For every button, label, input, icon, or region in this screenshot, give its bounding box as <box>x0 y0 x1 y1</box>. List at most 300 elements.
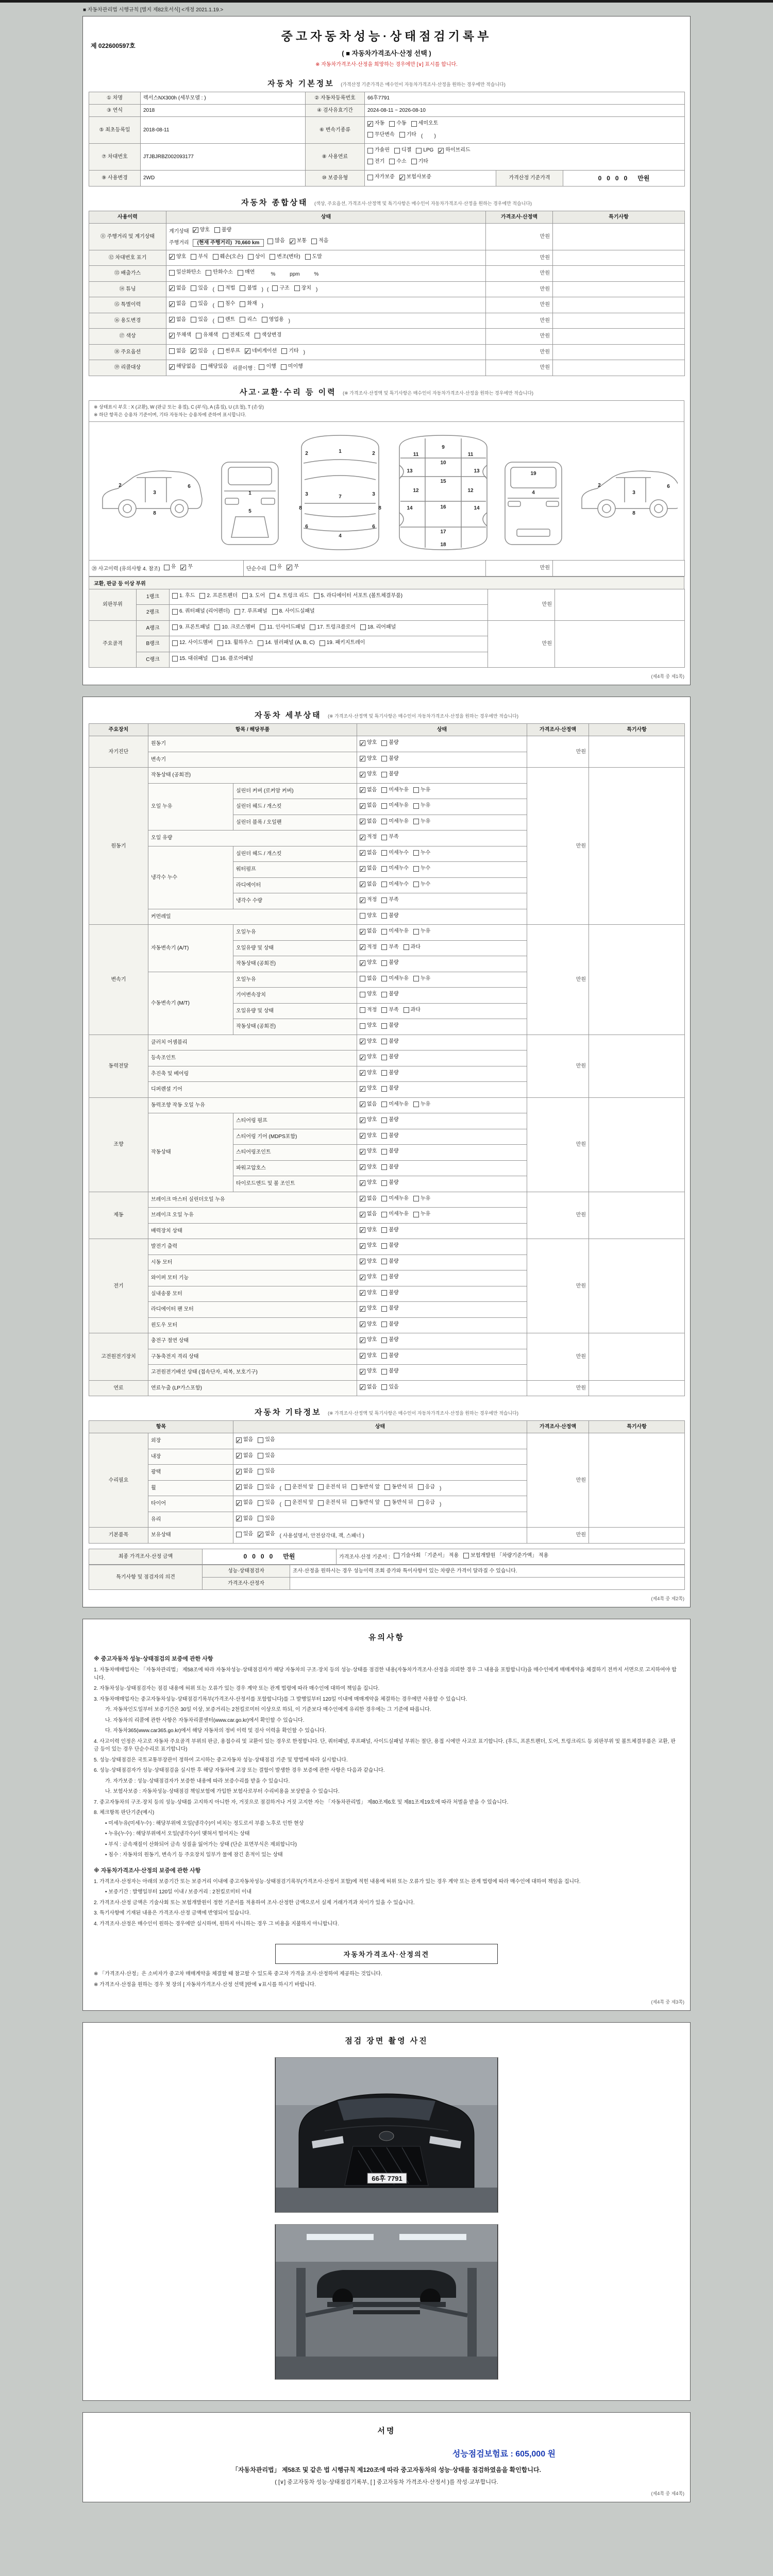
checkbox-option[interactable] <box>199 591 237 601</box>
checkbox-option[interactable] <box>381 1178 398 1188</box>
checkbox-option[interactable] <box>191 315 208 325</box>
checkbox-option[interactable] <box>381 1163 398 1172</box>
checkbox-option[interactable] <box>413 927 430 936</box>
option-label: 불량 <box>389 991 399 997</box>
checkbox-option[interactable] <box>267 236 284 246</box>
checkbox-option[interactable] <box>381 1351 398 1361</box>
notice-paragraph: 2. 자동차성능·상태점검자는 점검 내용에 허위 또는 오류가 있는 경우 계약 또는 관계 법령에 따라 매수인에 대하여 책임을 집니다. <box>94 1686 380 1692</box>
checkbox-option[interactable] <box>381 1241 398 1250</box>
checked-checkbox-icon <box>169 333 175 338</box>
checkbox-option[interactable] <box>191 252 208 262</box>
option-label: 양호 <box>367 1054 377 1060</box>
checkbox-option[interactable] <box>172 591 195 601</box>
option-label: 미세누수 <box>389 866 409 872</box>
checkbox-option[interactable] <box>270 591 309 601</box>
checkbox-option[interactable] <box>270 563 282 572</box>
checkbox-option[interactable] <box>236 1451 253 1461</box>
checkbox-option[interactable] <box>236 1483 253 1492</box>
checkbox-icon <box>418 1484 424 1490</box>
option-cell <box>170 605 488 621</box>
checkbox-option[interactable] <box>318 1498 346 1507</box>
checkbox-option[interactable] <box>360 1304 377 1313</box>
checkbox-option[interactable] <box>218 315 235 325</box>
checkbox-option[interactable] <box>191 299 208 309</box>
checkbox-option[interactable] <box>381 880 409 889</box>
option-label: 불량 <box>389 1070 399 1076</box>
option-cell <box>357 831 527 846</box>
checkbox-option[interactable] <box>381 895 398 905</box>
checkbox-option[interactable] <box>367 146 390 155</box>
checkbox-option[interactable] <box>172 638 213 648</box>
notice-paragraph: 나. 자동차의 리콜에 관한 사항은 자동차리콜센터(www.car.go.kr)에서 확인할 수 있습니다. <box>105 1717 305 1723</box>
checkbox-option[interactable] <box>381 1084 398 1093</box>
checkbox-option[interactable] <box>399 173 431 182</box>
panel-rank-table-grid <box>89 589 685 668</box>
option-cell <box>357 1192 527 1208</box>
checkbox-option[interactable] <box>234 607 267 616</box>
option-cell <box>357 1380 527 1396</box>
checkbox-option[interactable] <box>218 347 240 356</box>
checkbox-option[interactable] <box>381 1021 398 1030</box>
checkbox-option[interactable] <box>404 943 421 952</box>
checkbox-option[interactable] <box>172 623 210 632</box>
checkbox-option[interactable] <box>394 1551 459 1561</box>
checkbox-option[interactable] <box>258 1530 275 1539</box>
checkbox-option[interactable] <box>258 1514 275 1523</box>
checkbox-option[interactable] <box>360 974 377 984</box>
checkbox-option[interactable] <box>213 252 243 262</box>
option-label: 있음 <box>389 1384 399 1390</box>
checkbox-icon <box>172 624 178 630</box>
text-cell: 스티어링 펌프 <box>233 1113 357 1129</box>
notice-paragraph: 7. 중고자동차의 구조·장치 등의 성능·상태를 고지하지 아니한 자, 거짓으로 점검하거나 거짓 고지한 자는 「자동차관리법」 제80조제6호 및 제81조제19호에 따라 처벌을 받을 수 있습니다. <box>94 1799 509 1805</box>
checkbox-option[interactable] <box>240 284 257 293</box>
checkbox-option[interactable] <box>258 1435 275 1445</box>
checkbox-option[interactable] <box>285 1483 313 1492</box>
checked-checkbox-icon <box>169 301 175 307</box>
checkbox-option[interactable] <box>360 786 377 795</box>
checkbox-option[interactable] <box>290 236 307 246</box>
checkbox-option[interactable] <box>381 1037 398 1046</box>
checked-checkbox-icon <box>360 1290 365 1296</box>
checkbox-option[interactable] <box>381 1100 409 1109</box>
checkbox-option[interactable] <box>164 563 176 572</box>
option-label: 양호 <box>367 1086 377 1092</box>
checkbox-icon <box>223 333 228 338</box>
checkbox-option[interactable] <box>381 927 409 936</box>
table-row <box>89 92 685 105</box>
checkbox-option[interactable] <box>413 786 430 795</box>
option-label: 불량 <box>389 1290 399 1296</box>
checkbox-icon <box>381 803 387 809</box>
panel-number: 14 <box>474 505 480 512</box>
checkbox-option[interactable] <box>381 817 409 826</box>
checkbox-option[interactable] <box>381 1367 398 1376</box>
checkbox-option[interactable] <box>367 130 395 140</box>
checkbox-option[interactable] <box>196 331 218 340</box>
checkbox-option[interactable] <box>238 268 255 277</box>
checkbox-option[interactable] <box>294 284 311 293</box>
checkbox-option[interactable] <box>272 607 315 616</box>
checkbox-option[interactable] <box>169 331 191 340</box>
checkbox-option[interactable] <box>381 1320 398 1329</box>
checkbox-option[interactable] <box>360 1084 377 1093</box>
option-cell <box>357 1019 527 1035</box>
checkbox-option[interactable] <box>320 638 365 648</box>
option-label: 불량 <box>389 1243 399 1249</box>
checkbox-option[interactable] <box>242 591 265 601</box>
checkbox-option[interactable] <box>258 1498 275 1507</box>
checkbox-option[interactable] <box>384 1498 413 1507</box>
option-label: 누유 <box>420 803 431 809</box>
text-cell: 작동상태 (공회전) <box>233 956 357 972</box>
option-label: 해당있음 <box>208 364 228 369</box>
checkbox-option[interactable] <box>381 1131 398 1141</box>
checkbox-option[interactable] <box>411 119 439 128</box>
checkbox-option[interactable] <box>212 654 253 664</box>
checkbox-option[interactable] <box>169 315 186 325</box>
option-text: ) <box>261 287 263 293</box>
option-cell <box>357 956 527 972</box>
checkbox-option[interactable] <box>214 226 231 235</box>
option-label: 없음 <box>367 803 377 809</box>
checkbox-option[interactable] <box>214 623 255 632</box>
text-cell: 브레이크 마스터 실린더오일 누유 <box>148 1192 357 1208</box>
checkbox-option[interactable] <box>281 362 303 371</box>
checkbox-option[interactable] <box>287 563 299 572</box>
notice-paragraph: 3. 자동차매매업자는 중고자동차성능·상태점검기록부(가격조사·산정서를 포함합니다)를 그 발행일부터 120일 이내에 매매계약을 체결하는 경우에만 사용할 수 있습니다. <box>94 1696 467 1702</box>
checkbox-icon <box>381 1275 387 1280</box>
checkbox-option[interactable] <box>360 1335 377 1345</box>
checkbox-option[interactable] <box>381 1257 398 1266</box>
checkbox-option[interactable] <box>381 1115 398 1125</box>
checkbox-option[interactable] <box>360 849 377 858</box>
checkbox-option[interactable] <box>240 299 257 309</box>
checkbox-option[interactable] <box>236 1514 253 1523</box>
checkbox-icon <box>191 317 196 323</box>
option-label: 없음 <box>367 928 377 935</box>
checkbox-option[interactable] <box>360 1226 377 1235</box>
checkbox-option[interactable] <box>318 1483 346 1492</box>
value-box: (현재 주행거리) 70,660 km <box>193 239 264 247</box>
text-cell: 만원 <box>486 250 553 266</box>
checkbox-option[interactable] <box>367 119 384 128</box>
checkbox-option[interactable] <box>360 1006 377 1015</box>
checkbox-option[interactable] <box>193 226 210 235</box>
checkbox-option[interactable] <box>191 347 208 356</box>
option-cell <box>166 313 486 329</box>
option-label: 수소 <box>396 158 407 164</box>
checkbox-option[interactable] <box>217 638 253 648</box>
checkbox-option[interactable] <box>236 1467 253 1476</box>
checkbox-option[interactable] <box>413 1210 430 1219</box>
checkbox-icon <box>199 593 205 599</box>
checked-checkbox-icon <box>236 1453 242 1459</box>
text-cell: 특기사항 및 점검자의 의견 <box>89 1565 203 1590</box>
checkbox-option[interactable] <box>413 1100 430 1109</box>
option-label: 이행 <box>266 364 276 369</box>
panel-number: 6 <box>667 484 670 490</box>
checkbox-option[interactable] <box>270 252 300 262</box>
checkbox-option[interactable] <box>258 1467 275 1476</box>
text-cell <box>553 360 685 376</box>
checkbox-option[interactable] <box>360 1037 377 1046</box>
checkbox-option[interactable] <box>360 1147 377 1156</box>
checkbox-option[interactable] <box>169 362 196 371</box>
checked-checkbox-icon <box>438 148 444 154</box>
checkbox-option[interactable] <box>416 146 433 155</box>
opinion-note: ※ 「가격조사·산정」은 소비자가 중고차 매매계약을 체결할 때 참고할 수 있도록 중고차 가격을 조사·산정하여 제공하는 것입니다. <box>94 1971 382 1977</box>
checkbox-option[interactable] <box>418 1483 435 1492</box>
checkbox-option[interactable] <box>413 880 430 889</box>
checkbox-option[interactable] <box>360 770 377 779</box>
checkbox-option[interactable] <box>381 1383 398 1392</box>
checked-checkbox-icon <box>360 1259 365 1264</box>
checkbox-option[interactable] <box>413 864 430 873</box>
checkbox-option[interactable] <box>360 1289 377 1298</box>
option-label: 불량 <box>389 1306 399 1312</box>
checkbox-option[interactable] <box>360 1210 377 1219</box>
checkbox-option[interactable] <box>367 157 384 166</box>
checkbox-option[interactable] <box>360 1115 377 1125</box>
checkbox-option[interactable] <box>381 1289 398 1298</box>
checkbox-option[interactable] <box>360 1194 377 1204</box>
option-label: 장치 <box>301 285 311 291</box>
text-cell <box>589 1035 685 1097</box>
checkbox-option[interactable] <box>360 1053 377 1062</box>
checkbox-option[interactable] <box>169 347 186 356</box>
checkbox-option[interactable] <box>310 623 356 632</box>
checkbox-option[interactable] <box>360 738 377 748</box>
checkbox-option[interactable] <box>180 563 193 572</box>
checkbox-option[interactable] <box>360 817 377 826</box>
checkbox-option[interactable] <box>172 607 230 616</box>
checkbox-option[interactable] <box>381 786 409 795</box>
checkbox-option[interactable] <box>206 268 233 277</box>
checkbox-option[interactable] <box>262 315 284 325</box>
checkbox-option[interactable] <box>258 1451 275 1461</box>
checkbox-option[interactable] <box>381 738 398 748</box>
text-cell <box>553 329 685 345</box>
checkbox-option[interactable] <box>367 173 395 182</box>
checkbox-option[interactable] <box>360 1178 377 1188</box>
checkbox-option[interactable] <box>236 1435 253 1445</box>
checkbox-icon <box>267 239 273 244</box>
checkbox-option[interactable] <box>360 1100 377 1109</box>
option-line <box>169 268 483 279</box>
text-cell: ⑮ 특별이력 <box>89 297 166 313</box>
option-label: 16. 플로어패널 <box>220 655 254 662</box>
checkbox-option[interactable] <box>418 1498 435 1507</box>
option-cell <box>365 144 685 171</box>
checkbox-option[interactable] <box>381 958 398 968</box>
checkbox-option[interactable] <box>360 833 377 842</box>
checkbox-option[interactable] <box>240 315 257 325</box>
checkbox-option[interactable] <box>305 252 322 262</box>
checkbox-option[interactable] <box>381 1210 409 1219</box>
checkbox-option[interactable] <box>381 1069 398 1078</box>
checkbox-option[interactable] <box>399 130 416 140</box>
checkbox-option[interactable] <box>169 284 186 293</box>
checkbox-option[interactable] <box>360 1241 377 1250</box>
checkbox-option[interactable] <box>236 1530 253 1539</box>
checkbox-option[interactable] <box>381 1053 398 1062</box>
checkbox-option[interactable] <box>360 1351 377 1361</box>
panel-number: 6 <box>372 524 375 530</box>
checkbox-option[interactable] <box>438 146 470 155</box>
checkbox-icon <box>281 348 287 354</box>
checkbox-option[interactable] <box>258 638 314 648</box>
checkbox-option[interactable] <box>255 331 282 340</box>
option-label: 불량 <box>389 1132 399 1139</box>
option-label: 없음 <box>243 1437 254 1443</box>
checkbox-option[interactable] <box>360 943 377 952</box>
checkbox-option[interactable] <box>360 1257 377 1266</box>
checkbox-option[interactable] <box>360 864 377 873</box>
table-row <box>89 1192 685 1208</box>
checkbox-option[interactable] <box>218 284 235 293</box>
checkbox-option[interactable] <box>248 252 265 262</box>
option-text: ) <box>440 1501 442 1507</box>
checkbox-option[interactable] <box>360 1273 377 1282</box>
checkbox-option[interactable] <box>169 268 201 277</box>
checkbox-icon <box>381 835 387 840</box>
checkbox-option[interactable] <box>360 1163 377 1172</box>
option-label: 12. 사이드멤버 <box>179 640 213 646</box>
checkbox-option[interactable] <box>381 974 409 984</box>
checkbox-option[interactable] <box>360 911 377 921</box>
checkbox-option[interactable] <box>413 974 430 984</box>
checkbox-option[interactable] <box>311 236 328 246</box>
option-line <box>360 1241 524 1252</box>
text-cell: ⑨ 사용변경 <box>89 171 141 187</box>
checkbox-option[interactable] <box>281 347 298 356</box>
option-label: 부족 <box>389 897 399 903</box>
option-label: 있음 <box>265 1437 275 1443</box>
checkbox-option[interactable] <box>360 880 377 889</box>
checkbox-option[interactable] <box>360 1383 377 1392</box>
checkbox-option[interactable] <box>314 591 403 601</box>
checkbox-option[interactable] <box>360 1069 377 1078</box>
text-cell: 조사·산정을 원하시는 경우 성능이력 조회 증가와 특이사항이 있는 차량은 가격이 달라질 수 있습니다. <box>290 1565 685 1578</box>
checkbox-icon <box>258 1469 263 1475</box>
checkbox-option[interactable] <box>191 284 208 293</box>
checkbox-option[interactable] <box>259 362 276 371</box>
checkbox-option[interactable] <box>245 347 277 356</box>
checkbox-option[interactable] <box>360 1131 377 1141</box>
option-text: 가격조사·산정 기준서 : <box>339 1554 390 1561</box>
text-cell: 만원 <box>527 736 589 768</box>
checkbox-option[interactable] <box>201 362 228 371</box>
price-appraisal-select-option[interactable]: ( ■ 자동차가격조사·산정 선택 ) <box>342 49 431 57</box>
document-title: 중고자동차성능·상태점검기록부 <box>281 29 492 43</box>
checkbox-option[interactable] <box>285 1498 313 1507</box>
checkbox-icon <box>381 787 387 793</box>
checkbox-option[interactable] <box>463 1551 548 1561</box>
checkbox-option[interactable] <box>351 1483 380 1492</box>
checkbox-option[interactable] <box>381 1147 398 1156</box>
checked-checkbox-icon <box>360 1243 365 1249</box>
checkbox-option[interactable] <box>360 801 377 810</box>
text-cell: 연료누출 (LP가스포함) <box>148 1380 357 1396</box>
basic-info-note: (가격산정 기준가격은 매수인이 자동차가격조사·산정을 원하는 경우에만 적습니다) <box>341 82 506 87</box>
option-label: 누유 <box>420 787 431 793</box>
option-text: ) <box>440 1486 442 1492</box>
checkbox-option[interactable] <box>360 754 377 764</box>
checkbox-option[interactable] <box>169 299 186 309</box>
checkbox-option[interactable] <box>394 146 411 155</box>
text-cell: 내장 <box>148 1449 233 1465</box>
checkbox-option[interactable] <box>258 1483 275 1492</box>
checkbox-option[interactable] <box>381 770 398 779</box>
checkbox-option[interactable] <box>381 1226 398 1235</box>
option-label: 있음 <box>265 1468 275 1475</box>
panel-number: 2 <box>372 451 375 457</box>
checkbox-option[interactable] <box>360 895 377 905</box>
checkbox-option[interactable] <box>381 864 409 873</box>
checkbox-option[interactable] <box>272 284 289 293</box>
checkbox-option[interactable] <box>389 119 406 128</box>
option-cell <box>337 1549 685 1565</box>
checkbox-option[interactable] <box>260 623 305 632</box>
checkbox-option[interactable] <box>381 1194 409 1204</box>
checkbox-option[interactable] <box>384 1483 413 1492</box>
checkbox-option[interactable] <box>223 331 250 340</box>
checkbox-icon <box>381 1180 387 1186</box>
checkbox-option[interactable] <box>381 1006 398 1015</box>
checkbox-option[interactable] <box>413 849 430 858</box>
checkbox-option[interactable] <box>381 943 398 952</box>
checkbox-option[interactable] <box>381 911 398 921</box>
checkbox-option[interactable] <box>381 833 398 842</box>
checkbox-icon <box>191 285 196 291</box>
text-cell: JTJBJRBZ002093177 <box>141 144 306 171</box>
checkbox-option[interactable] <box>381 801 409 810</box>
checkbox-option[interactable] <box>404 1006 421 1015</box>
checkbox-option[interactable] <box>360 927 377 936</box>
checkbox-option[interactable] <box>360 1320 377 1329</box>
checkbox-option[interactable] <box>411 157 428 166</box>
checkbox-option[interactable] <box>351 1498 380 1507</box>
checkbox-option[interactable] <box>218 299 235 309</box>
checkbox-option[interactable] <box>381 849 409 858</box>
checkbox-option[interactable] <box>413 817 430 826</box>
checkbox-option[interactable] <box>360 958 377 968</box>
checkbox-option[interactable] <box>381 1335 398 1345</box>
checkbox-option[interactable] <box>360 1021 377 1030</box>
checkbox-option[interactable] <box>236 1498 253 1507</box>
checkbox-option[interactable] <box>381 754 398 764</box>
text-cell: 타이어 <box>148 1496 233 1512</box>
option-cell <box>357 1317 527 1333</box>
checkbox-option[interactable] <box>381 1304 398 1313</box>
option-text: ( <box>267 287 269 293</box>
option-line <box>360 1226 524 1237</box>
checkbox-option[interactable] <box>360 623 396 632</box>
option-line <box>360 1131 524 1143</box>
checkbox-option[interactable] <box>413 801 430 810</box>
checkbox-option[interactable] <box>169 252 186 262</box>
checkbox-option[interactable] <box>381 1273 398 1282</box>
checkbox-icon <box>404 1007 409 1013</box>
checkbox-option[interactable] <box>413 1194 430 1204</box>
checkbox-option[interactable] <box>381 990 398 999</box>
checkbox-option[interactable] <box>172 654 208 664</box>
checkbox-option[interactable] <box>360 1367 377 1376</box>
checkbox-option[interactable] <box>389 157 406 166</box>
checkbox-option[interactable] <box>360 990 377 999</box>
text-cell: 만원 <box>486 360 553 376</box>
